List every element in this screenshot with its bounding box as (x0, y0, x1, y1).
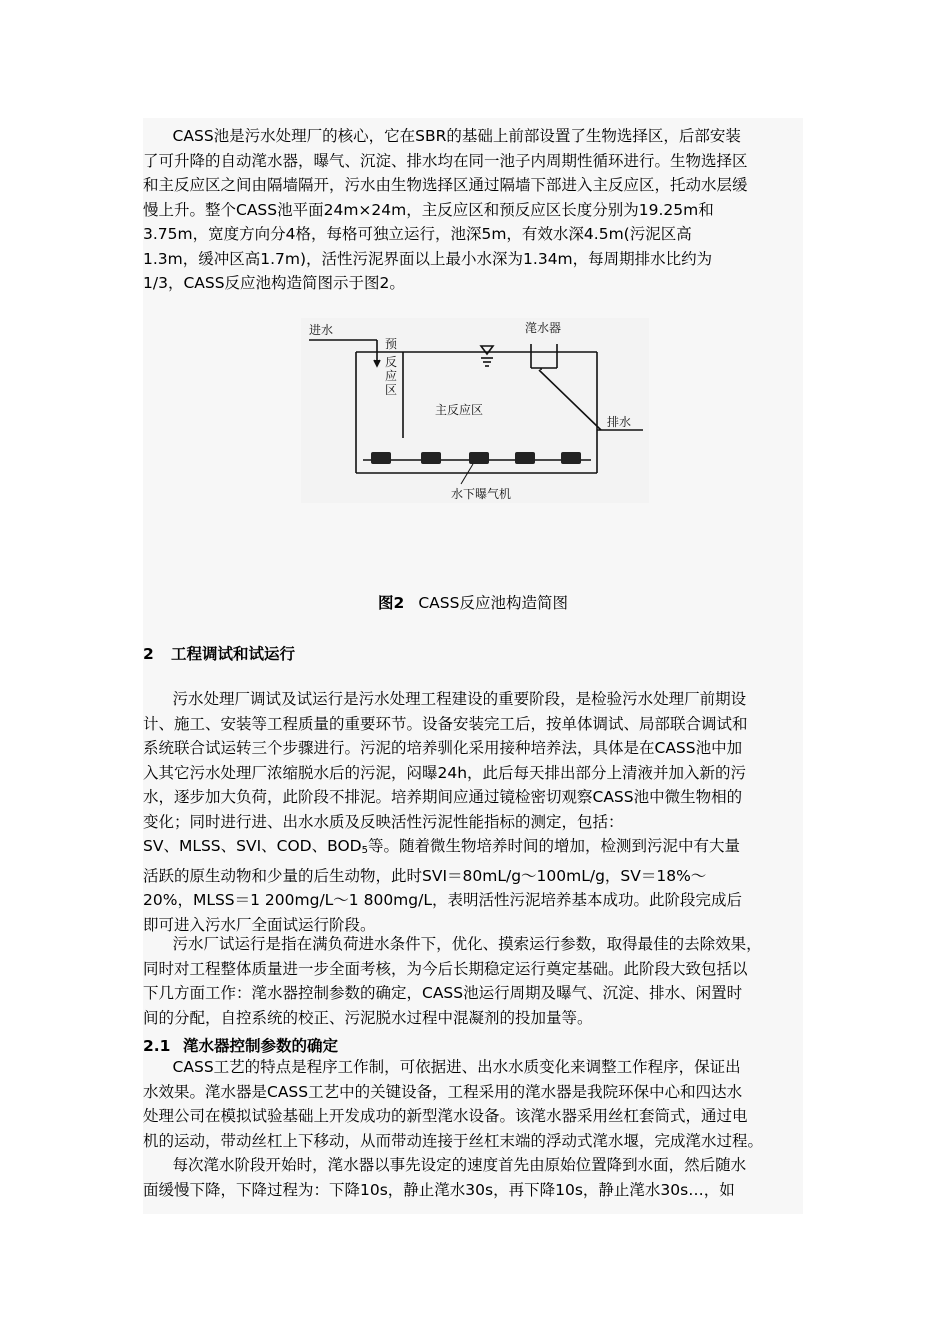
text-run: SV、MLSS、SVI、COD、BOD (143, 837, 362, 855)
paragraph-4 (143, 1055, 803, 1153)
text-line: 机的运动，带动丝杠上下移动，从而带动连接于丝杠末端的浮动式滗水堰，完成滗水过程。 (143, 1131, 764, 1150)
paragraph-3 (143, 932, 803, 1030)
paragraph-5 (143, 1153, 803, 1202)
cass-tank-diagram (301, 318, 649, 503)
text-line: 活跃的原生动物和少量的后生动物，此时SVI＝80mL/g～100mL/g，SV＝18%～ (143, 866, 707, 885)
text-line: 污水厂试运行是指在满负荷进水条件下，优化、摸索运行参数，取得最佳的去除效果， (143, 935, 762, 953)
text-line: 面缓慢下降，下降过程为：下降10s，静止滗水30s，再下降10s，静止滗水30s…，如 (143, 1180, 735, 1199)
caption-text: CASS反应池构造简图 (418, 594, 568, 612)
text-line: 即可进入污水厂全面试运行阶段。 (143, 915, 376, 934)
text-line: 水效果。滗水器是CASS工艺中的关键设备，工程采用的滗水器是我院环保中心和四达水 (143, 1082, 743, 1101)
text-line: 水，逐步加大负荷，此阶段不排泥。培养期间应通过镜检密切观察CASS池中微生物相的 (143, 788, 743, 806)
text-line: 和主反应区之间由隔墙隔开，污水由生物选择区通过隔墙下部进入主反应区，托动水层缓 (143, 176, 748, 194)
text-line: CASS池是污水处理厂的核心，它在SBR的基础上前部设置了生物选择区，后部安装 (143, 127, 741, 145)
document-page (143, 118, 803, 1214)
aerator-icons (371, 452, 581, 464)
figure-caption (143, 591, 803, 613)
text-line: 3.75m，宽度方向分4格，每格可独立运行，池深5m，有效水深4.5m(污泥区高 (143, 225, 692, 243)
text-line: 系统联合试运转三个步骤进行。污泥的培养驯化采用接种培养法，具体是在CASS池中加 (143, 739, 743, 757)
subscript: 5 (361, 845, 368, 856)
text-line: 入其它污水处理厂浓缩脱水后的污泥，闷曝24h，此后每天排出部分上清液并加入新的污 (143, 763, 747, 782)
text-line: 每次滗水阶段开始时，滗水器以事先设定的速度首先由原始位置降到水面，然后随水 (143, 1156, 747, 1174)
text-line: 慢上升。整个CASS池平面24m×24m，主反应区和预反应区长度分别为19.25m和 (143, 200, 714, 219)
pre-reaction-label-1: 预 (385, 337, 398, 351)
text-line: 污水处理厂调试及试运行是污水处理工程建设的重要阶段，是检验污水处理厂前期设 (143, 690, 747, 708)
paragraph-2 (143, 687, 803, 937)
section-number: 2 (143, 645, 154, 663)
pre-reaction-label-2: 反 (385, 355, 398, 369)
aerator-label: 水下曝气机 (451, 487, 512, 501)
text-line: 处理公司在模拟试验基础上开发成功的新型滗水设备。该滗水器采用丝杠套筒式，通过电 (143, 1107, 748, 1125)
section-2-1-heading (143, 1034, 338, 1056)
caption-number: 图2 (378, 594, 405, 612)
text-line: 了可升降的自动滗水器，曝气、沉淀、排水均在同一池子内周期性循环进行。生物选择区 (143, 151, 748, 170)
section-2-heading (143, 642, 295, 664)
text-line: 变化；同时进行进、出水水质及反映活性污泥性能指标的测定，包括： (143, 812, 624, 831)
text-line: 同时对工程整体质量进一步全面考核，为今后长期稳定运行奠定基础。此阶段大致包括以 (143, 959, 748, 978)
text-line: 下几方面工作：滗水器控制参数的确定，CASS池运行周期及曝气、沉淀、排水、闲置时 (143, 984, 743, 1002)
section-title: 工程调试和试运行 (171, 645, 296, 663)
text-line (143, 834, 803, 864)
pre-reaction-label-4: 区 (385, 383, 398, 397)
cass-tank-svg (301, 318, 649, 503)
text-line: 间的分配，自控系统的校正、污泥脱水过程中混凝剂的投加量等。 (143, 1008, 593, 1027)
outlet-label: 排水 (607, 415, 632, 429)
text-run: 等。随着微生物培养时间的增加，检测到污泥中有大量 (367, 837, 740, 855)
text-line: 1/3，CASS反应池构造简图示于图2。 (143, 274, 405, 292)
section-number: 2.1 (143, 1037, 171, 1055)
text-line: 1.3m，缓冲区高1.7m)，活性污泥界面以上最小水深为1.34m，每周期排水比约为 (143, 249, 713, 268)
text-line: CASS工艺的特点是程序工作制，可依据进、出水水质变化来调整工作程序，保证出 (143, 1058, 741, 1076)
text-line: 计、施工、安装等工程质量的重要环节。设备安装完工后，按单体调试、局部联合调试和 (143, 714, 748, 733)
inlet-label: 进水 (309, 323, 334, 337)
pre-reaction-label-3: 应 (385, 369, 398, 383)
intro-paragraph (143, 124, 803, 296)
text-line: 20%，MLSS＝1 200mg/L～1 800mg/L，表明活性污泥培养基本成功。此阶段完成后 (143, 891, 742, 909)
decanter-label: 滗水器 (525, 321, 562, 335)
section-title: 滗水器控制参数的确定 (183, 1037, 339, 1055)
main-zone-label: 主反应区 (435, 403, 484, 417)
